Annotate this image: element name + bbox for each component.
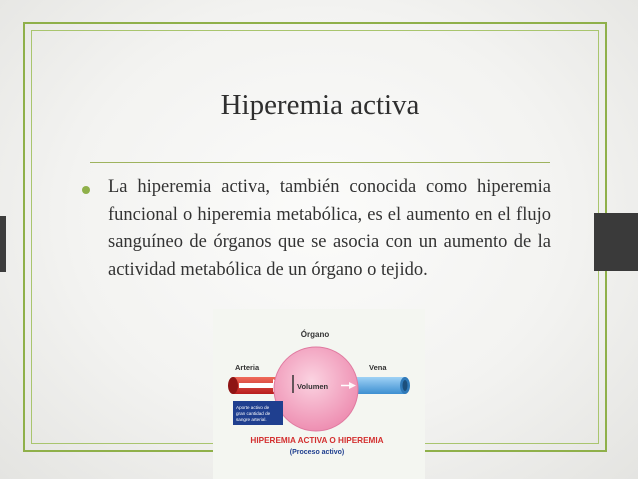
title-divider (90, 162, 550, 163)
hyperemia-diagram (213, 309, 425, 479)
slide-title: Hiperemia activa (220, 89, 420, 121)
volume-label: Volumen (297, 382, 329, 391)
artery-opening (228, 377, 238, 394)
bullet-text: La hiperemia activa, también conocida como hiperemia funcional o hiperemia metabólica, es el aumento en el flujo sanguíneo de órganos que se asocia con un aumento de la actividad metabólica de un órgano o tejido. (108, 177, 551, 280)
diagram-svg (213, 309, 425, 479)
bullet-icon (82, 186, 90, 194)
diagram-caption: HIPEREMIA ACTIVA O HIPEREMIA (250, 436, 384, 445)
note-line-1: Aporte activo de (236, 405, 270, 410)
left-edge-tab (0, 216, 6, 272)
note-line-3: sangre arterial. (236, 417, 267, 422)
organ-label: Órgano (300, 330, 330, 339)
artery-label: Arteria (235, 363, 260, 372)
note-line-2: gran cantidad de (236, 411, 271, 416)
right-edge-tab (594, 213, 638, 271)
diagram-subcaption: (Proceso activo) (289, 449, 345, 456)
vein-label: Vena (369, 363, 387, 372)
